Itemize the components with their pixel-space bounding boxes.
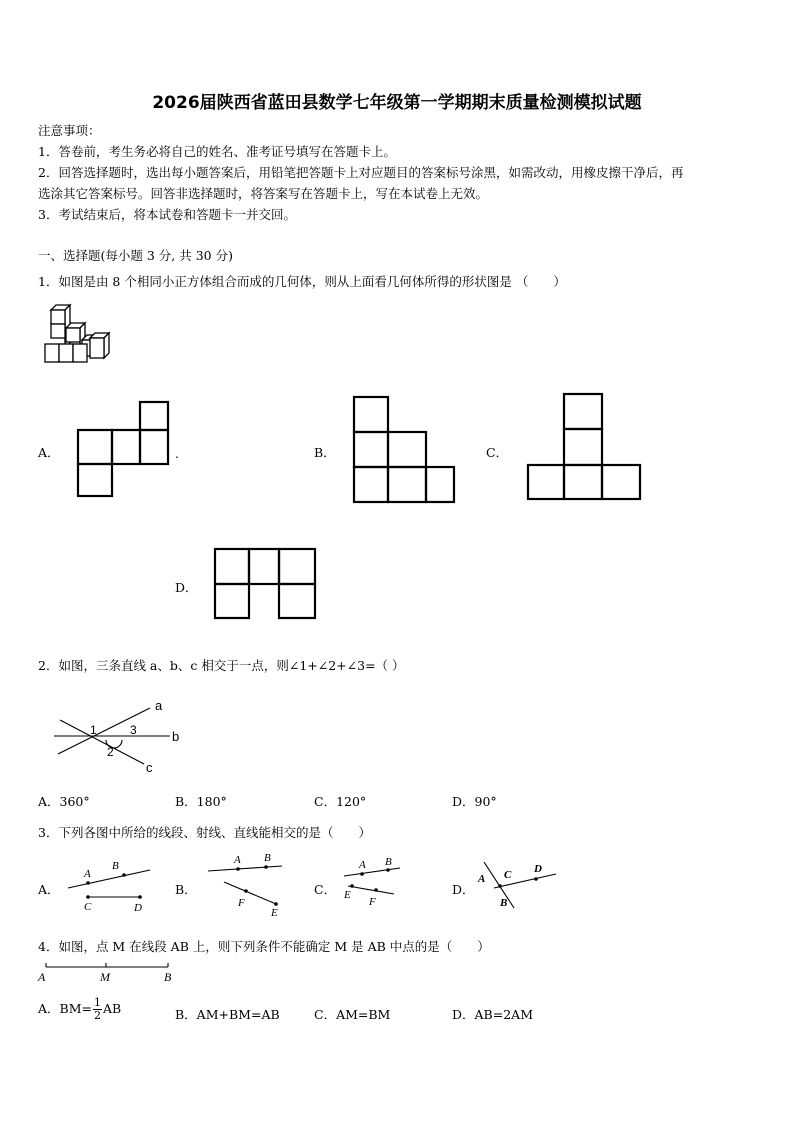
q1-option-d-figure bbox=[214, 547, 318, 621]
q1-option-d-label: D． bbox=[175, 580, 198, 595]
q2-stem: 2．如图，三条直线 a、b、c 相交于一点，则∠1+∠2+∠3=（ ） bbox=[38, 658, 405, 673]
q4-label-M: M bbox=[100, 970, 110, 984]
q3c-label-E: E bbox=[344, 889, 351, 901]
q4-option-d: D．AB=2AM bbox=[452, 1007, 533, 1022]
q4-option-a-suffix: AB bbox=[103, 1001, 122, 1016]
q3-stem: 3．下列各图中所给的线段、射线、直线能相交的是（ ） bbox=[38, 825, 371, 840]
q4-segment-figure bbox=[36, 958, 186, 988]
q1-stem: 1．如图是由 8 个相同小正方体组合而成的几何体，则从上面看几何体所得的形状图是 （ ） bbox=[38, 274, 566, 289]
q3b-label-E: E bbox=[271, 907, 278, 919]
q4-option-a bbox=[38, 997, 121, 1022]
q1-option-b-label: B． bbox=[314, 445, 336, 460]
notice-item-2-line-1: 2．回答选择题时，选出每小题答案后，用铅笔把答题卡上对应题目的答案标号涂黑，如需改动，用橡皮擦干净后，再 bbox=[38, 165, 684, 180]
q3c-label-A: A bbox=[359, 859, 366, 871]
q4-label-A: A bbox=[38, 970, 46, 984]
q3b-label-A: A bbox=[234, 854, 241, 866]
q1-solid-figure bbox=[40, 300, 120, 370]
q4-stem: 4．如图，点 M 在线段 AB 上，则下列条件不能确定 M 是 AB 中点的是（ ） bbox=[38, 939, 490, 954]
q4-label-B: B bbox=[164, 970, 172, 984]
q2-label-c: c bbox=[146, 760, 153, 775]
notice-item-3: 3．考试结束后，将本试卷和答题卡一并交回。 bbox=[38, 207, 296, 222]
q3-option-a-figure bbox=[62, 856, 164, 916]
q3a-label-D: D bbox=[134, 902, 142, 914]
notice-item-2-line-2: 选涂其它答案标号。回答非选择题时，将答案写在答题卡上，写在本试卷上无效。 bbox=[38, 186, 489, 201]
q1-option-c-label: C． bbox=[486, 445, 509, 460]
q3c-label-B: B bbox=[385, 856, 392, 868]
q3a-label-B: B bbox=[112, 860, 119, 872]
q3b-label-B: B bbox=[264, 852, 271, 864]
q2-label-a: a bbox=[155, 698, 163, 713]
q3-option-b-figure bbox=[204, 850, 294, 920]
q1-option-a-label: A． bbox=[38, 445, 60, 460]
q1-option-b-figure bbox=[354, 395, 458, 505]
q2-option-b: B．180° bbox=[175, 794, 227, 809]
q3d-label-D: D bbox=[534, 863, 542, 875]
q2-angle-3: 3 bbox=[130, 723, 137, 737]
q3d-label-B: B bbox=[500, 897, 508, 909]
q3-option-a-label: A． bbox=[38, 882, 60, 897]
q4-option-a-fraction bbox=[93, 997, 102, 1022]
section-heading: 一、选择题(每小题 3 分, 共 30 分) bbox=[38, 248, 233, 263]
fraction-denominator: 2 bbox=[94, 1009, 101, 1022]
fraction-numerator: 1 bbox=[94, 996, 101, 1009]
q2-option-d: D．90° bbox=[452, 794, 497, 809]
q3-option-c-figure bbox=[338, 852, 408, 914]
q2-lines-figure bbox=[52, 696, 192, 776]
q3a-label-A: A bbox=[84, 868, 91, 880]
q2-angle-1: 1 bbox=[90, 723, 97, 737]
q3d-label-C: C bbox=[504, 869, 512, 881]
notice-heading: 注意事项： bbox=[38, 123, 101, 138]
notice-item-1: 1．答卷前，考生务必将自己的姓名、准考证号填写在答题卡上。 bbox=[38, 144, 396, 159]
q3-option-d-label: D． bbox=[452, 882, 475, 897]
q3d-label-A: A bbox=[478, 873, 486, 885]
q4-option-b: B．AM+BM=AB bbox=[175, 1007, 280, 1022]
q3-option-c-label: C． bbox=[314, 882, 337, 897]
q1-option-a-dot: . bbox=[175, 446, 179, 461]
q3c-label-F: F bbox=[369, 896, 376, 908]
q3b-label-F: F bbox=[238, 897, 245, 909]
q4-option-c: C．AM=BM bbox=[314, 1007, 391, 1022]
q3a-label-C: C bbox=[84, 901, 92, 913]
page-title: 2026届陕西省蓝田县数学七年级第一学期期末质量检测模拟试题 bbox=[152, 93, 642, 113]
q3-option-b-label: B． bbox=[175, 882, 197, 897]
q1-option-a-figure bbox=[78, 400, 178, 500]
q2-angle-2: 2 bbox=[107, 745, 114, 759]
q2-option-c: C．120° bbox=[314, 794, 367, 809]
q4-option-a-prefix: A．BM= bbox=[38, 1001, 92, 1016]
q1-option-c-figure bbox=[528, 393, 644, 503]
q2-option-a: A．360° bbox=[38, 794, 90, 809]
q2-label-b: b bbox=[172, 729, 180, 744]
q3-option-d-figure bbox=[474, 854, 564, 912]
